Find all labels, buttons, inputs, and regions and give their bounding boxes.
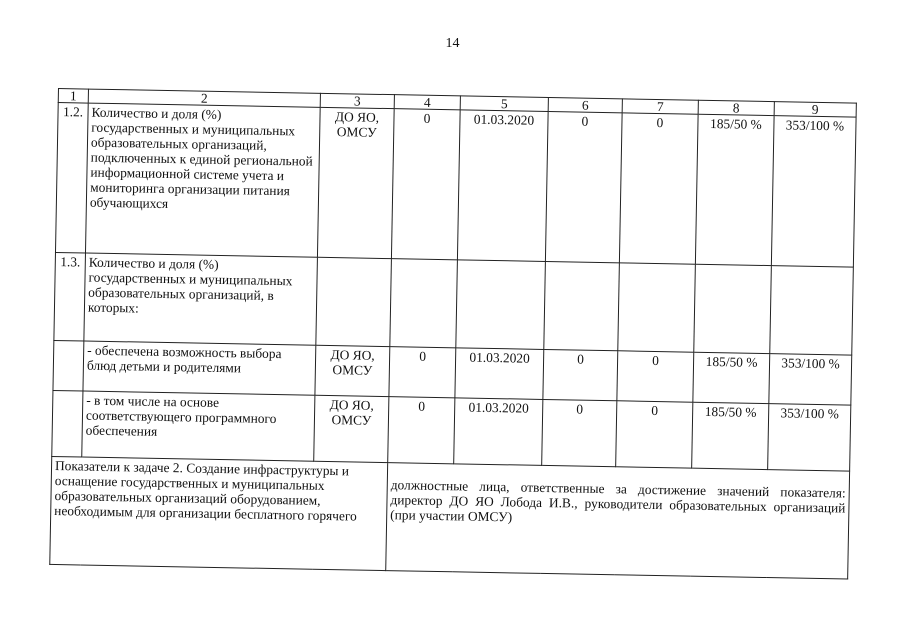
empty-cell (52, 390, 83, 457)
value-cell: 185/50 % (692, 402, 769, 469)
indicator-description: Количество и доля (%) государственных и муниципальных образовательных организаций, подключенных к единой региональной информационной системе учета и мониторинга организации питания обучающихся (85, 103, 320, 257)
header-cell: 2 (88, 89, 320, 107)
indicator-description: - в том числе на основе соответствующего программного обеспечения (82, 391, 315, 461)
responsible-cell: ДО ЯО, ОМСУ (317, 107, 394, 258)
indicator-description: Количество и доля (%) государственных и муниципальных образовательных организаций, в которых: (84, 253, 318, 345)
value-cell: 0 (619, 113, 698, 264)
value-cell: 0 (542, 399, 617, 466)
header-cell: 7 (622, 99, 698, 114)
header-cell: 5 (460, 96, 548, 112)
header-cell: 6 (548, 97, 622, 112)
value-cell: 0 (617, 351, 694, 402)
value-cell: 353/100 % (768, 404, 851, 471)
date-cell: 01.03.2020 (455, 348, 544, 400)
empty-cell (390, 259, 458, 348)
header-cell: 3 (320, 93, 394, 108)
header-cell: 4 (394, 95, 460, 110)
table-row-1-3 (54, 252, 853, 355)
indicators-table (49, 88, 857, 580)
value-cell: 185/50 % (693, 352, 770, 403)
empty-cell (456, 260, 546, 350)
responsible-cell: ДО ЯО, ОМСУ (314, 395, 389, 462)
date-cell: 01.03.2020 (457, 110, 548, 262)
value-cell: 185/50 % (695, 114, 774, 265)
value-cell: 0 (543, 349, 618, 400)
task-2-row (50, 456, 850, 579)
empty-cell (316, 257, 392, 346)
empty-cell (694, 264, 772, 353)
document-sheet (48, 88, 857, 623)
date-cell: 01.03.2020 (454, 398, 543, 466)
row-number: 1.3. (54, 252, 86, 341)
empty-cell (618, 263, 696, 352)
value-cell: 353/100 % (769, 354, 852, 405)
value-cell: 353/100 % (771, 116, 856, 267)
responsible-cell: ДО ЯО, ОМСУ (315, 345, 390, 396)
page-number: 14 (445, 36, 460, 51)
responsible-officials: должностные лица, ответственные за достижение значений показателя: директор ДО ЯО Лобода И.В., руководители образовательных организаций (при участии ОМСУ) (386, 463, 850, 579)
empty-cell (770, 266, 854, 355)
value-cell: 0 (616, 401, 693, 468)
row-number: 1.2. (55, 103, 88, 254)
header-cell: 1 (58, 89, 88, 104)
empty-cell (544, 261, 620, 350)
value-cell: 0 (388, 397, 455, 464)
indicator-description: - обеспечена возможность выбора блюд детьми и родителями (83, 341, 316, 395)
header-cell: 8 (698, 100, 774, 115)
table-row-1-2 (55, 103, 856, 268)
task-2-label: Показатели к задаче 2. Создание инфраструктуры и оснащение государственных и муниципальных образовательных организаций оборудованием, необходимым для организации бесплатного горячего (50, 456, 388, 570)
header-cell: 9 (774, 102, 856, 118)
value-cell: 0 (545, 111, 622, 262)
empty-cell (53, 340, 84, 391)
value-cell: 0 (391, 109, 460, 260)
value-cell: 0 (389, 347, 456, 398)
